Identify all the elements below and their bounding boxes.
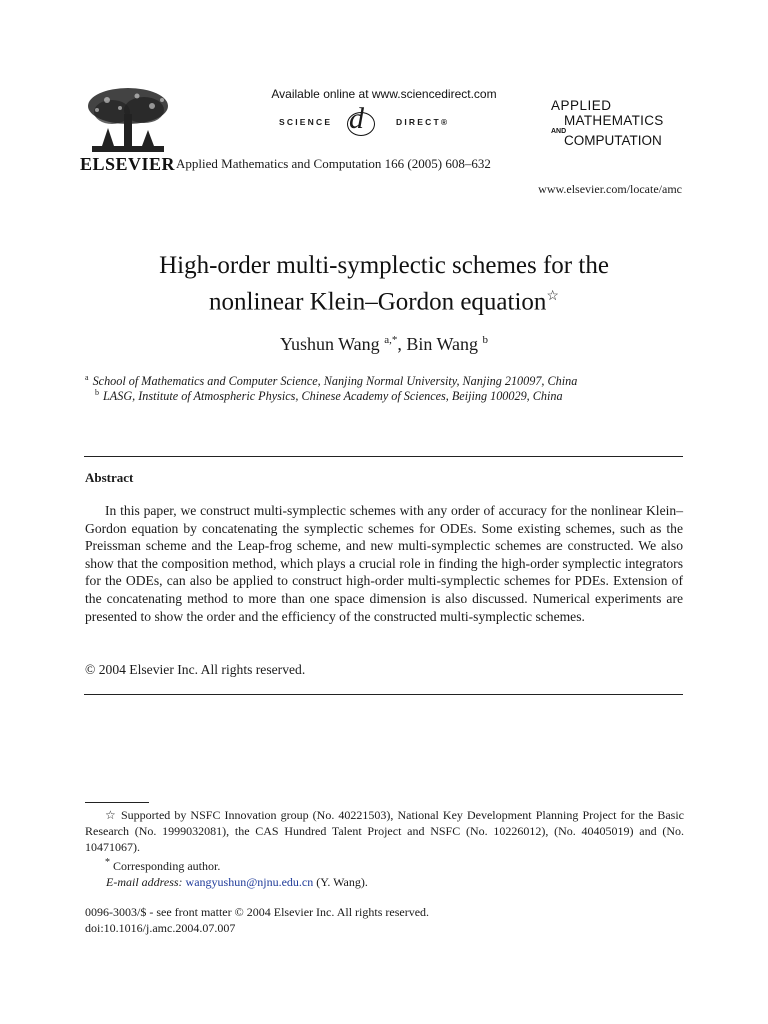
journal-url-link[interactable]: www.elsevier.com/locate/amc xyxy=(538,182,682,196)
sciencedirect-logo[interactable] xyxy=(279,102,499,140)
email-footnote xyxy=(85,874,684,890)
affiliation-b xyxy=(95,388,563,404)
journal-logo-line-2: MATHEMATICS xyxy=(564,113,664,128)
footnote-divider xyxy=(85,802,149,803)
author-email-link[interactable]: wangyushun@njnu.edu.cn xyxy=(185,875,314,889)
author-1[interactable]: Yushun Wang xyxy=(279,334,380,354)
title-footnote-mark[interactable]: ☆ xyxy=(546,289,559,304)
email-suffix: (Y. Wang). xyxy=(316,875,368,889)
corresponding-mark: * xyxy=(105,857,110,868)
journal-citation: Applied Mathematics and Computation 166 (2005) 608–632 xyxy=(176,156,491,171)
title-line-1: High-order multi-symplectic schemes for the xyxy=(159,252,609,279)
author-separator: , xyxy=(397,334,407,354)
email-label: E-mail address: xyxy=(106,875,183,889)
front-matter-info xyxy=(85,904,429,936)
affiliation-text: LASG, Institute of Atmospheric Physics, Chinese Academy of Sciences, Beijing 100029, China xyxy=(103,389,563,404)
author-2-marks[interactable]: b xyxy=(482,334,489,346)
affiliation-label: b xyxy=(95,388,99,397)
author-2[interactable]: Bin Wang xyxy=(406,334,479,354)
abstract-bottom-divider xyxy=(84,694,683,695)
issn-line: 0096-3003/$ - see front matter © 2004 Elsevier Inc. All rights reserved. xyxy=(85,905,430,919)
corresponding-footnote xyxy=(85,855,684,874)
author-1-marks[interactable]: a,* xyxy=(384,334,398,346)
corresponding-text: Corresponding author. xyxy=(113,859,221,873)
sciencedirect-d-icon: d xyxy=(349,102,364,135)
funding-footnote-mark: ☆ xyxy=(105,808,117,822)
affiliation-text: School of Mathematics and Computer Science, Nanjing Normal University, Nanjing 210097, China xyxy=(92,374,578,389)
affiliation-label: a xyxy=(85,373,89,382)
journal-logo-line-1: APPLIED xyxy=(551,98,612,113)
journal-logo-line-3: AND xyxy=(551,128,567,135)
abstract-body xyxy=(85,502,683,625)
funding-footnote-text: Supported by NSFC Innovation group (No. 40221503), National Key Development Planning Project for the Basic Research (No. 1999032081), the CAS Hundred Talent Project and NSFC (No. 10226012), (No. 40405019) and (No. 10471067). xyxy=(85,808,685,854)
journal-logo xyxy=(551,98,691,148)
abstract-heading: Abstract xyxy=(85,470,134,485)
doi-link[interactable]: doi:10.1016/j.amc.2004.07.007 xyxy=(85,921,236,935)
abstract-paragraph: In this paper, we construct multi-symplectic schemes with any order of accuracy for the nonlinear Klein–Gordon equation by concatenating the symplectic schemes for ODEs. Some existing schemes, such as the Preissman scheme and the Leap-frog scheme, and new multi-symplectic schemes are constructed. We also show that the composition method, which plays a crucial role in finding the high-order symplectic integrators for the ODEs, can also be applied to construct high-order multi-symplectic schemes for PDEs. Extension of the concatenating method to more than one space dimension is also discussed. Numerical experiments are presented to show the order and the efficiency of the constructed multi-symplectic schemes. xyxy=(85,503,683,624)
available-online-link[interactable]: Available online at www.sciencedirect.com xyxy=(271,87,497,101)
author-list xyxy=(0,334,768,355)
abstract-copyright: © 2004 Elsevier Inc. All rights reserved. xyxy=(85,662,306,677)
affiliation-a xyxy=(85,373,577,389)
publisher-wordmark: ELSEVIER xyxy=(80,154,176,174)
funding-footnote xyxy=(85,807,684,855)
footnotes xyxy=(85,807,684,890)
title-line-2: nonlinear Klein–Gordon equation xyxy=(209,288,547,316)
paper-title xyxy=(0,250,768,317)
sciencedirect-logo-right: DIRECT® xyxy=(396,117,450,127)
journal-logo-line-4: COMPUTATION xyxy=(564,133,662,148)
sciencedirect-logo-left: SCIENCE xyxy=(279,117,333,127)
abstract-top-divider xyxy=(84,456,683,457)
